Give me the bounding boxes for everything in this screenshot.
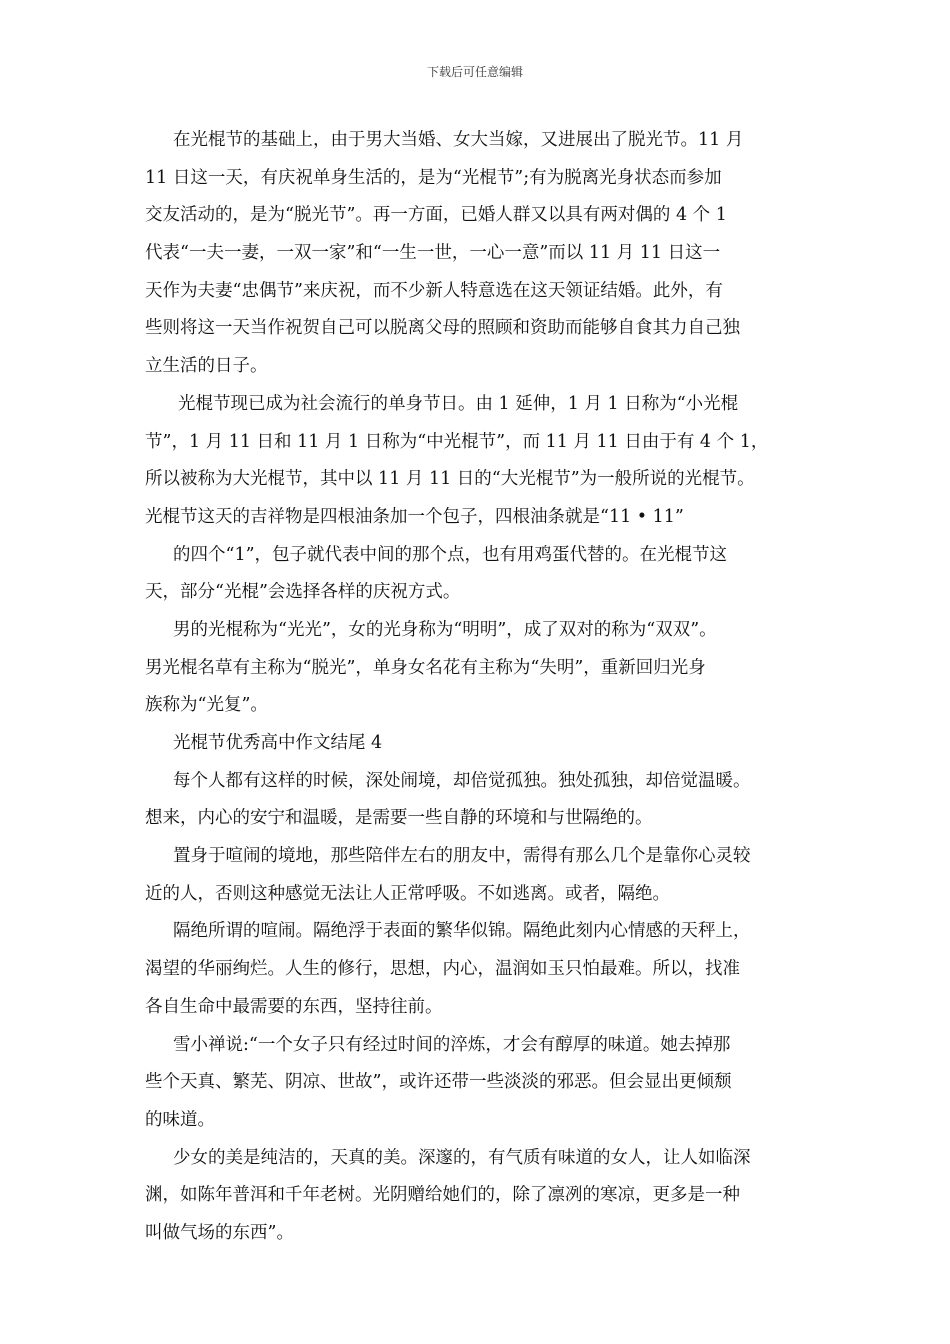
text-line: 近的人，否则这种感觉无法让人正常呼吸。不如逃离。或者，隔绝。: [145, 883, 670, 904]
text-line: 男的光棍称为“光光”，女的光身称为“明明”，成了双对的称为“双双”。: [173, 619, 717, 640]
text-line: 些则将这一天当作祝贺自己可以脱离父母的照顾和资助而能够自食其力自己独: [145, 318, 740, 339]
text-line: 雪小禅说:“一个女子只有经过时间的淬炼，才会有醇厚的味道。她去掉那: [173, 1034, 731, 1055]
text-line: 立生活的日子。: [145, 356, 268, 377]
paragraph-8: [145, 1027, 815, 1140]
paragraph-9: [145, 1140, 815, 1253]
text-line: 各自生命中最需要的东西，坚持往前。: [145, 996, 443, 1017]
text-line: 些个天真、繁芜、阴凉、世故”，或许还带一些淡淡的邪恶。但会显出更倾颓: [145, 1072, 732, 1093]
text-line: 节”，1 月 11 日和 11 月 1 日称为“中光棍节”，而 11 月 11 日由于有 4 个 1，: [145, 431, 769, 452]
text-line: 天，部分“光棍”会选择各样的庆祝方式。: [145, 582, 461, 603]
text-line: 想来，内心的安宁和温暖，是需要一些自静的环境和与世隔绝的。: [145, 808, 653, 829]
text-line: 叫做气场的东西”。: [145, 1222, 294, 1243]
heading-line: 光棍节优秀高中作文结尾 4: [173, 733, 383, 753]
paragraph-3: [145, 537, 815, 612]
text-line: 天作为夫妻“忠偶节”来庆祝，而不少新人特意选在这天领证结婚。此外，有: [145, 280, 723, 301]
text-line: 所以被称为大光棍节，其中以 11 月 11 日的“大光棍节”为一般所说的光棍节。: [145, 469, 755, 490]
text-line: 渊，如陈年普洱和千年老树。光阴赠给她们的，除了凛冽的寒凉，更多是一种: [145, 1185, 740, 1206]
paragraph-7: [145, 913, 815, 1026]
text-line: 的味道。: [145, 1109, 215, 1130]
text-line: 男光棍名草有主称为“脱光”，单身女名花有主称为“失明”，重新回归光身: [145, 657, 706, 678]
text-line: 代表“一夫一妻，一双一家”和“一生一世，一心一意”而以 11 月 11 日这一: [145, 243, 721, 264]
paragraph-5: [145, 763, 815, 838]
text-line: 光棍节这天的吉祥物是四根油条加一个包子，四根油条就是“11 • 11”: [145, 506, 684, 527]
text-line: 隔绝所谓的喧闹。隔绝浮于表面的繁华似锦。隔绝此刻内心情感的天秤上，: [173, 921, 751, 942]
text-line: 交友活动的，是为“脱光节”。再一方面，已婚人群又以具有两对偶的 4 个 1: [145, 205, 727, 226]
text-line: 族称为“光复”。: [145, 695, 268, 716]
text-line: 少女的美是纯洁的，天真的美。深邃的，有气质有味道的女人，让人如临深: [173, 1147, 751, 1168]
text-line: 在光棍节的基础上，由于男大当婚、女大当嫁，又进展出了脱光节。11 月: [173, 130, 744, 150]
text-line: 11 日这一天，有庆祝单身生活的，是为“光棍节”;有为脱离光身状态而参加: [145, 167, 722, 188]
paragraph-4: [145, 612, 815, 725]
document-body: [145, 122, 815, 1253]
text-line: 光棍节现已成为社会流行的单身节日。由 1 延伸，1 月 1 日称为“小光棍: [178, 393, 739, 414]
section-heading: [145, 725, 815, 763]
text-line: 的四个“1”，包子就代表中间的那个点，也有用鸡蛋代替的。在光棍节这: [173, 544, 728, 565]
text-line: 每个人都有这样的时候，深处闹境，却倍觉孤独。独处孤独，却倍觉温暖。: [173, 770, 751, 791]
paragraph-2: [145, 386, 815, 537]
text-line: 渴望的华丽绚烂。人生的修行，思想，内心，温润如玉只怕最难。所以，找准: [145, 959, 740, 980]
paragraph-1: [145, 122, 815, 386]
page-header: 下载后可任意编辑: [426, 65, 523, 79]
paragraph-6: [145, 838, 815, 913]
text-line: 置身于喧闹的境地，那些陪伴左右的朋友中，需得有那么几个是靠你心灵较: [173, 846, 751, 867]
